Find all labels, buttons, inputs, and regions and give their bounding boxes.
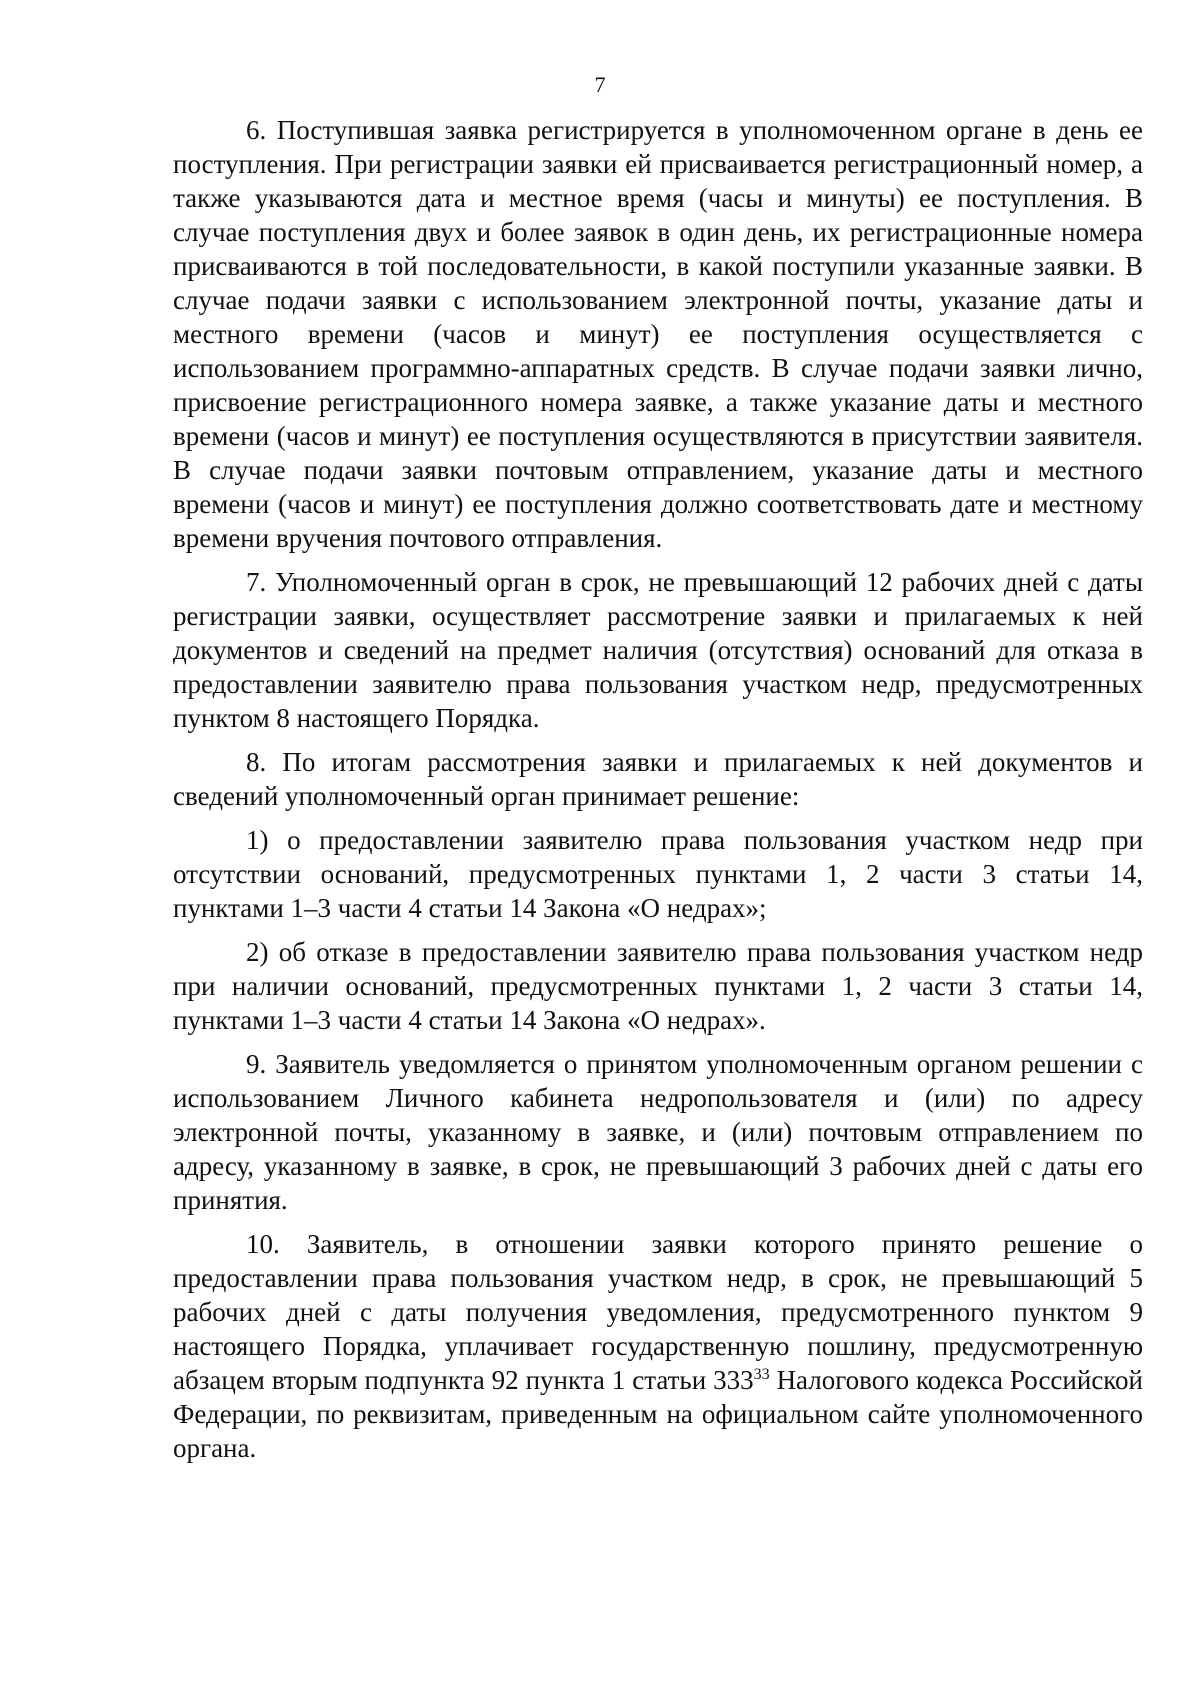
article-superscript: 33 <box>753 1366 770 1383</box>
paragraph-10 <box>173 1227 1143 1465</box>
paragraph-6: 6. Поступившая заявка регистрируется в уполномоченном органе в день ее поступления. При регистрации заявки ей присваивается регистрационный номер, а также указываются дата и местное время (часы и минуты) ее поступления. В случае поступления двух и более заявок в один день, их регистрационные номера присваиваются в той последовательности, в какой поступили указанные заявки. В случае подачи заявки с использованием электронной почты, указание даты и местного времени (часов и минут) ее поступления осуществляется с использованием программно-аппаратных средств. В случае подачи заявки лично, присвоение регистрационного номера заявке, а также указание даты и местного времени (часов и минут) ее поступления осуществляются в присутствии заявителя. В случае подачи заявки почтовым отправлением, указание даты и местного времени (часов и минут) ее поступления должно соответствовать дате и местному времени вручения почтового отправления. <box>173 115 1143 553</box>
document-body <box>173 113 1143 1475</box>
paragraph-8: 8. По итогам рассмотрения заявки и прилагаемых к ней документов и сведений уполномоченный орган принимает решение: <box>173 747 1143 811</box>
paragraph-9: 9. Заявитель уведомляется о принятом уполномоченным органом решении с использованием Личного кабинета недропользователя и (или) по адресу электронной почты, указанному в заявке, и (или) почтовым отправлением по адресу, указанному в заявке, в срок, не превышающий 3 рабочих дней с даты его принятия. <box>173 1049 1143 1215</box>
page-number: 7 <box>594 72 606 97</box>
paragraph-10-text-end: Налогового кодекса Российской Федерации, по реквизитам, приведенным на официальном сайте уполномоченного органа. <box>173 1365 1143 1463</box>
paragraph-8-item-2: 2) об отказе в предоставлении заявителю права пользования участком недр при наличии оснований, предусмотренных пунктами 1, 2 части 3 статьи 14, пунктами 1–3 части 4 статьи 14 Закона «О недрах». <box>173 937 1143 1035</box>
paragraph-8-item-1: 1) о предоставлении заявителю права пользования участком недр при отсутствии оснований, предусмотренных пунктами 1, 2 части 3 статьи 14, пунктами 1–3 части 4 статьи 14 Закона «О недрах»; <box>173 825 1143 923</box>
paragraph-7: 7. Уполномоченный орган в срок, не превышающий 12 рабочих дней с даты регистрации заявки, осуществляет рассмотрение заявки и прилагаемых к ней документов и сведений на предмет наличия (отсутствия) оснований для отказа в предоставлении заявителю права пользования участком недр, предусмотренных пунктом 8 настоящего Порядка. <box>173 567 1143 733</box>
paragraph-10-text-start: 10. Заявитель, в отношении заявки которого принято решение о предоставлении права пользования участком недр, в срок, не превышающий 5 рабочих дней с даты получения уведомления, предусмотренного пунктом 9 настоящего Порядка, уплачивает государственную пошлину, предусмотренную абзацем вторым подпункта 92 пункта 1 статьи 333 <box>173 1229 1143 1395</box>
